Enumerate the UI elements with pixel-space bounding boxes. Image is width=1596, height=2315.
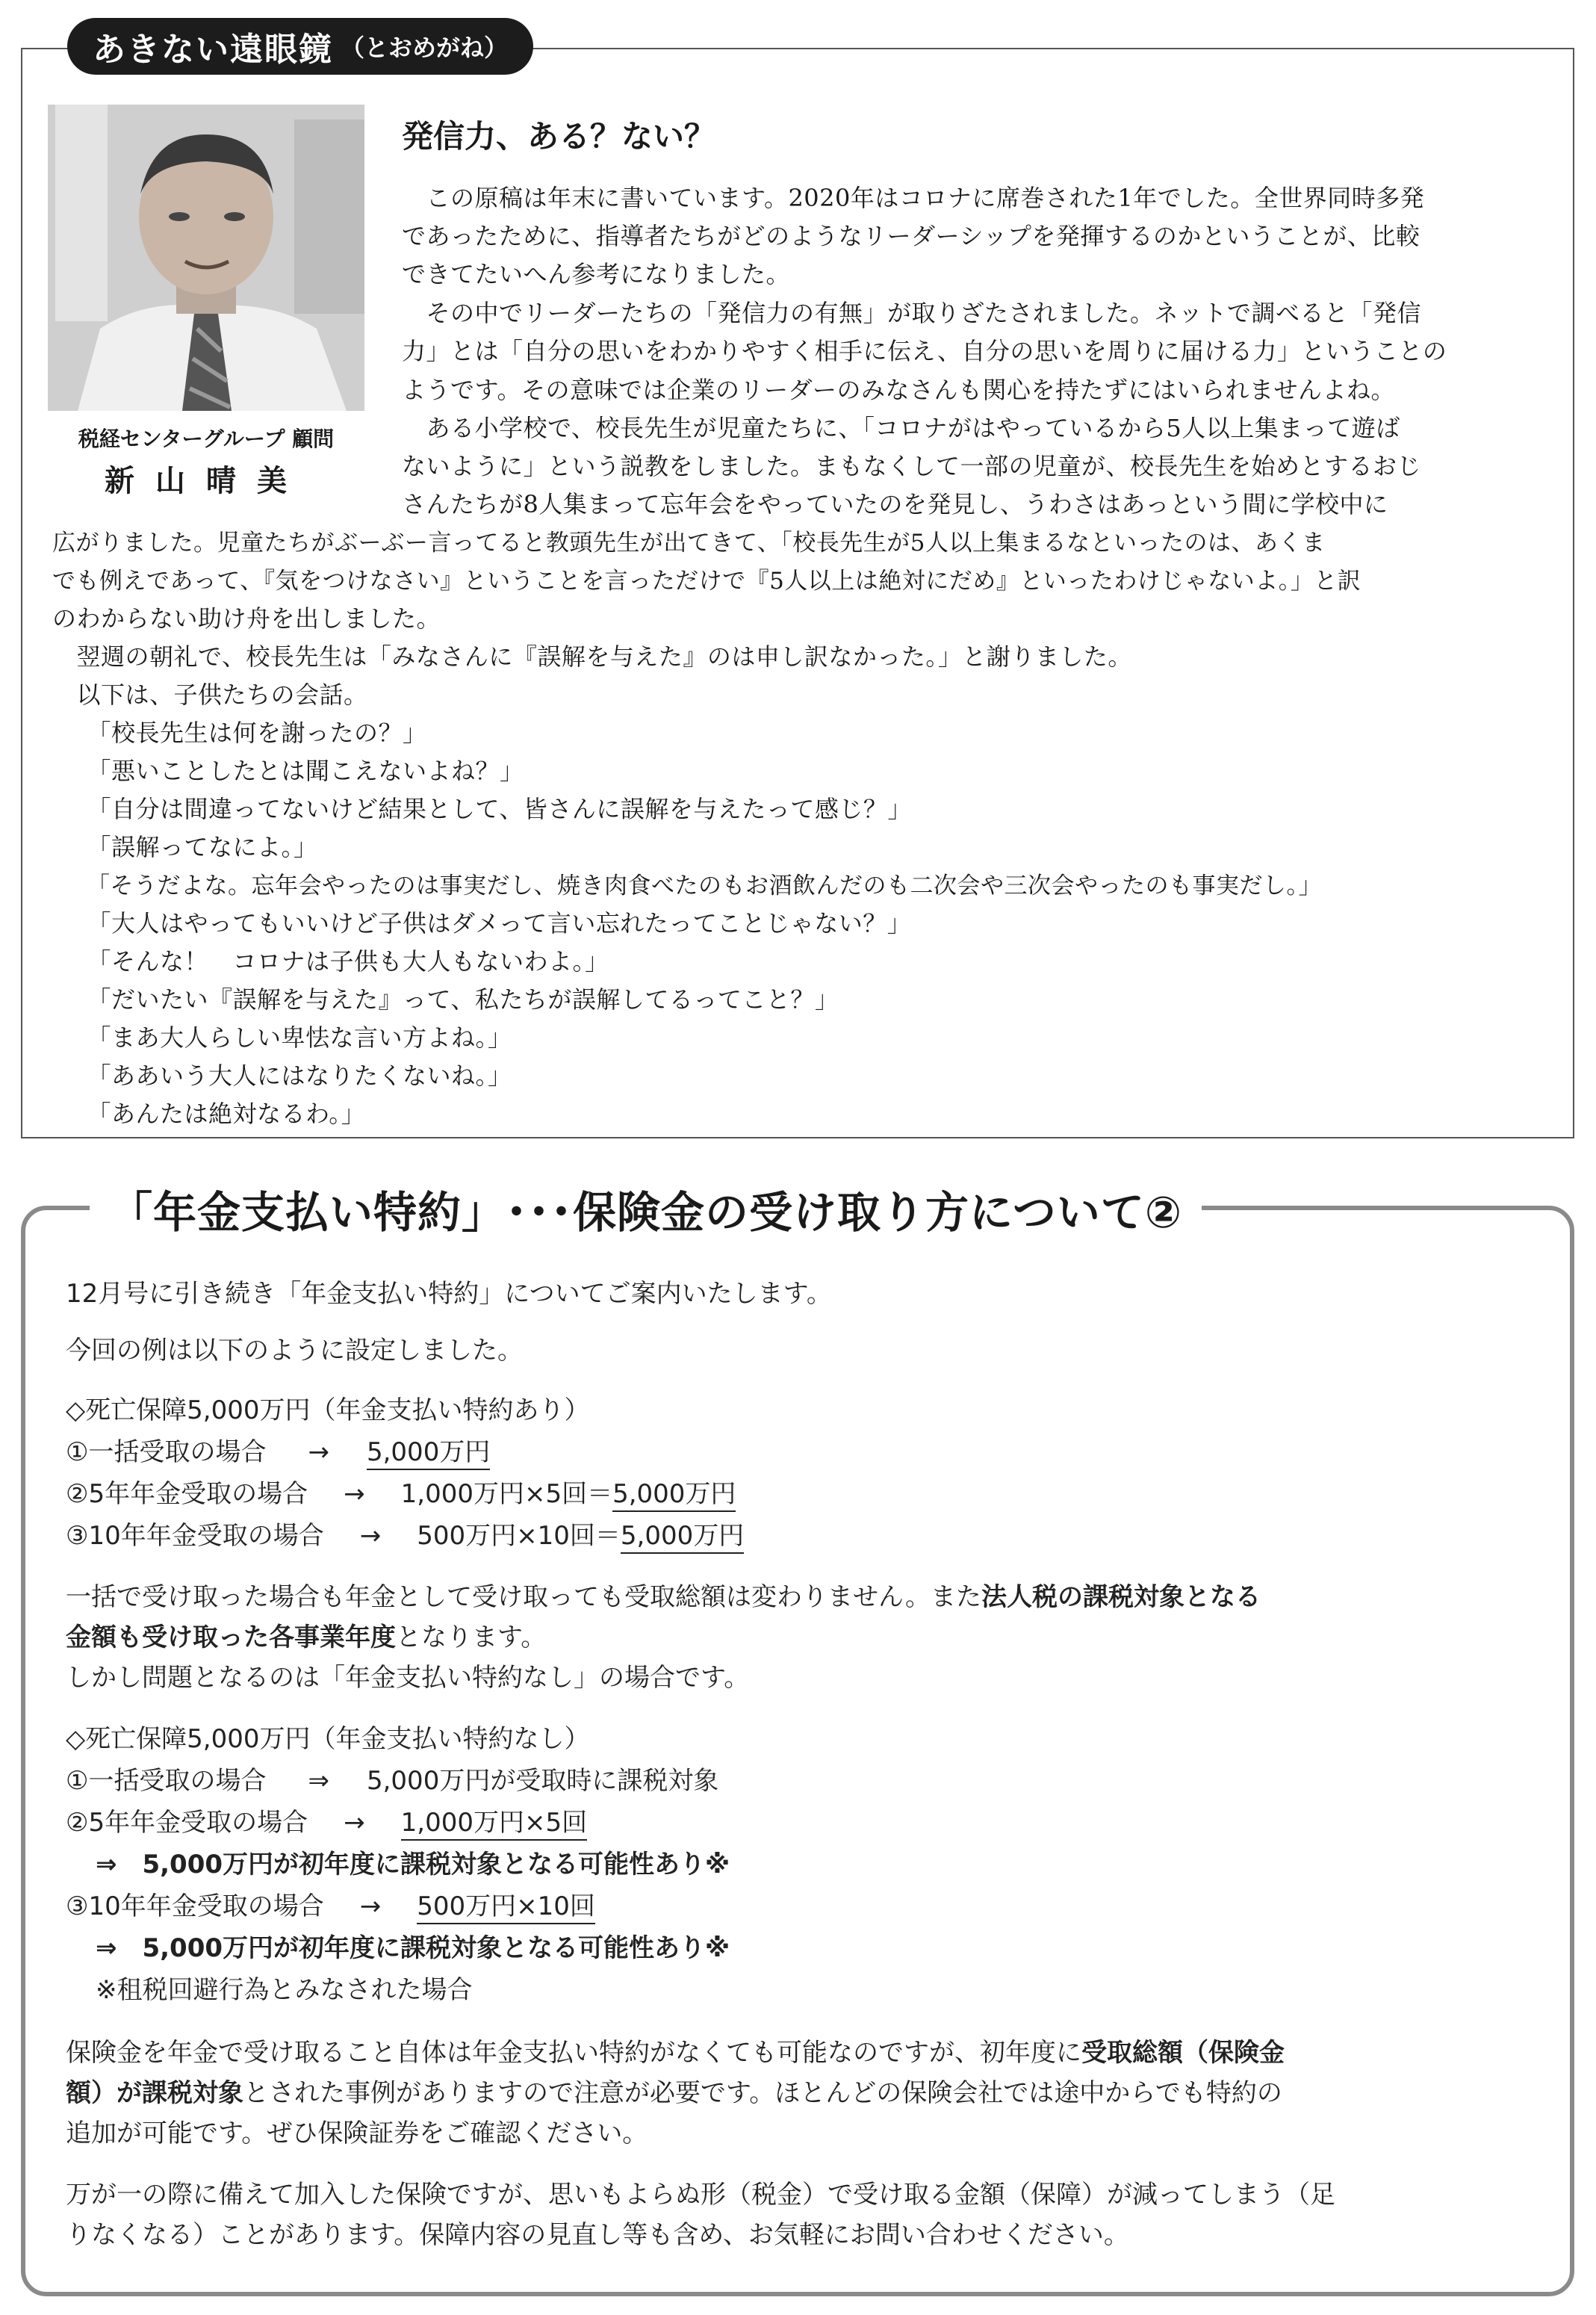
text-line: ようです。その意味では企業のリーダーのみなさんも関心を持たずにはいられませんよね。 <box>402 376 1395 404</box>
dialogue-line: 「そうだよな。忘年会やったのは事実だし、焼き肉食べたのもお酒飲んだのも二次会や三次会やったのも事実だし。」 <box>75 873 1322 899</box>
case-b-note-2: ⇒ 5,000万円が初年度に課税対象となる可能性あり※ <box>96 1850 730 1879</box>
dialogue-line: 「校長先生は何を謝ったの？」 <box>75 719 427 747</box>
case-a-row-3 <box>66 1515 744 1552</box>
row-value: 1,000万円×5回 <box>401 1808 587 1841</box>
dialogue-line: 「まあ大人らしい卑怯な言い方よね。」 <box>75 1023 512 1052</box>
dialogue-line: 「だいたい『誤解を与えた』って、私たちが誤解してるってこと？」 <box>75 985 839 1014</box>
text-line: この原稿は年末に書いています。2020年はコロナに席巻された1年でした。全世界同時多発 <box>402 184 1425 212</box>
row-label: ②5年年金受取の場合 <box>66 1479 308 1509</box>
row-calc: 500万円×10回＝ <box>417 1521 621 1551</box>
case-b-footnote: ※租税回避行為とみなされた場合 <box>96 1975 473 2005</box>
case-b-row-2 <box>66 1802 587 1838</box>
row-value: 5,000万円 <box>367 1437 490 1470</box>
column-header <box>67 18 533 75</box>
column-header-sub: （とおめがね） <box>341 34 509 62</box>
dialogue-line: 「あんたは絶対なるわ。」 <box>75 1100 366 1128</box>
case-b-row-3 <box>66 1885 595 1922</box>
text-run: 一括で受け取った場合も年金として受け取っても受取総額は変わりません。また <box>66 1582 982 1612</box>
paragraph-3-line-1: 万が一の際に備えて加入した保険ですが、思いもよらぬ形（税金）で受け取る金額（保障）が減ってしまう（足 <box>66 2180 1335 2210</box>
author-organization: 税経センターグループ 顧問 <box>78 427 335 451</box>
case-b-note-3: ⇒ 5,000万円が初年度に課税対象となる可能性あり※ <box>96 1933 730 1963</box>
bold-run: 金額も受け取った各事業年度 <box>66 1623 396 1652</box>
text-line: 翌週の朝礼で、校長先生は「みなさんに『誤解を与えた』のは申し訳なかった。」と謝りました。 <box>52 642 1132 671</box>
case-a-heading: ◇死亡保障5,000万円（年金支払い特約あり） <box>66 1395 590 1425</box>
paragraph-1-line-1 <box>66 1576 1261 1613</box>
text-line: でも例えであって、『気をつけなさい』ということを言っただけで『5人以上は絶対にだめ』といったわけじゃないよ。」と訳 <box>52 568 1361 595</box>
row-arrow: → <box>344 1808 365 1838</box>
row-value: 500万円×10回 <box>417 1891 595 1924</box>
text-line: であったために、指導者たちがどのようなリーダーシップを発揮するのかということが、比較 <box>402 222 1420 250</box>
text-line: ある小学校で、校長先生が児童たちに、「コロナがはやっているから5人以上集まって遊ば <box>402 414 1400 442</box>
paragraph-1-line-2 <box>66 1617 546 1653</box>
row-arrow: → <box>359 1521 382 1551</box>
paragraph-1-line-3: しかし問題となるのは「年金支払い特約なし」の場合です。 <box>66 1663 750 1693</box>
text-run: 保険金を年金で受け取ること自体は年金支払い特約がなくても可能なのですが、初年度に <box>66 2038 1081 2068</box>
dialogue-line: 「誤解ってなによ。」 <box>75 833 318 861</box>
case-b-row-1 <box>66 1760 718 1797</box>
paragraph-3-line-2: りなくなる）ことがあります。保障内容の見直し等も含め、お気軽にお問い合わせください。 <box>66 2220 1129 2250</box>
author-name: 新山晴美 <box>105 464 308 498</box>
row-arrow: → <box>344 1479 365 1509</box>
text-line: さんたちが8人集まって忘年会をやっていたのを発見し、うわさはあっという間に学校中に <box>402 490 1388 518</box>
text-line: 以下は、子供たちの会話。 <box>52 681 368 709</box>
dialogue-line: 「悪いことしたとは聞こえないよね？」 <box>75 757 524 785</box>
case-a-row-1 <box>66 1431 490 1468</box>
row-label: ③10年年金受取の場合 <box>66 1521 324 1551</box>
dialogue-line: 「ああいう大人にはなりたくないね。」 <box>75 1062 512 1090</box>
text-line: ないように」という説教をしました。まもなくして一部の児童が、校長先生を始めとするおじ <box>402 452 1422 480</box>
paragraph-2-line-1 <box>66 2032 1285 2068</box>
row-arrow: → <box>308 1437 329 1467</box>
row-arrow: → <box>359 1891 382 1921</box>
row-calc: 1,000万円×5回＝ <box>400 1479 613 1509</box>
paragraph-2-line-3: 追加が可能です。ぜひ保険証券をご確認ください。 <box>66 2119 648 2148</box>
text-line: 広がりました。児童たちがぶーぶー言ってると教頭先生が出てきて、「校長先生が5人以上集まるなといったのは、あくま <box>52 530 1326 557</box>
author-photo <box>48 105 364 411</box>
intro-line: 今回の例は以下のように設定しました。 <box>66 1336 523 1366</box>
row-value: 5,000万円 <box>612 1479 736 1512</box>
row-value: 5,000万円が受取時に課税対象 <box>366 1766 719 1796</box>
intro-line: 12月号に引き続き「年金支払い特約」についてご案内いたします。 <box>66 1279 832 1309</box>
text-line: できてたいへん参考になりました。 <box>402 260 791 288</box>
text-line: のわからない助け舟を出しました。 <box>52 604 441 633</box>
dialogue-line: 「大人はやってもいいけど子供はダメって言い忘れたってことじゃない？」 <box>75 909 912 938</box>
bold-run: 受取総額（保険金 <box>1081 2038 1285 2068</box>
case-a-row-2 <box>66 1473 736 1510</box>
row-value: 5,000万円 <box>621 1521 744 1554</box>
section-title: 「年金支払い特約」･･･保険金の受け取り方について② <box>90 1177 1202 1240</box>
row-label: ①一括受取の場合 <box>66 1437 267 1467</box>
text-run: とされた事例がありますので注意が必要です。ほとんどの保険会社では途中からでも特約の <box>243 2078 1282 2108</box>
text-run: となります。 <box>396 1623 547 1652</box>
bold-run: 法人税の課税対象となる <box>981 1582 1261 1612</box>
article-title: 発信力、ある？ない？ <box>402 118 716 155</box>
text-line: 力」とは「自分の思いをわかりやすく相手に伝え、自分の思いを周りに届ける力」ということの <box>402 337 1447 365</box>
paragraph-2-line-2 <box>66 2072 1282 2109</box>
dialogue-line: 「そんな！ コロナは子供も大人もないわよ。」 <box>75 947 609 976</box>
column-header-main: あきない遠眼鏡 <box>93 31 333 69</box>
row-label: ③10年年金受取の場合 <box>66 1891 324 1921</box>
case-b-heading: ◇死亡保障5,000万円（年金支払い特約なし） <box>66 1724 590 1754</box>
bold-run: 額）が課税対象 <box>66 2078 243 2108</box>
dialogue-line: 「自分は間違ってないけど結果として、皆さんに誤解を与えたって感じ？」 <box>75 795 912 823</box>
text-line: その中でリーダーたちの「発信力の有無」が取りざたされました。ネットで調べると「発信 <box>402 299 1422 327</box>
row-arrow: ⇒ <box>308 1766 329 1796</box>
row-label: ①一括受取の場合 <box>66 1766 267 1796</box>
row-label: ②5年年金受取の場合 <box>66 1808 308 1838</box>
